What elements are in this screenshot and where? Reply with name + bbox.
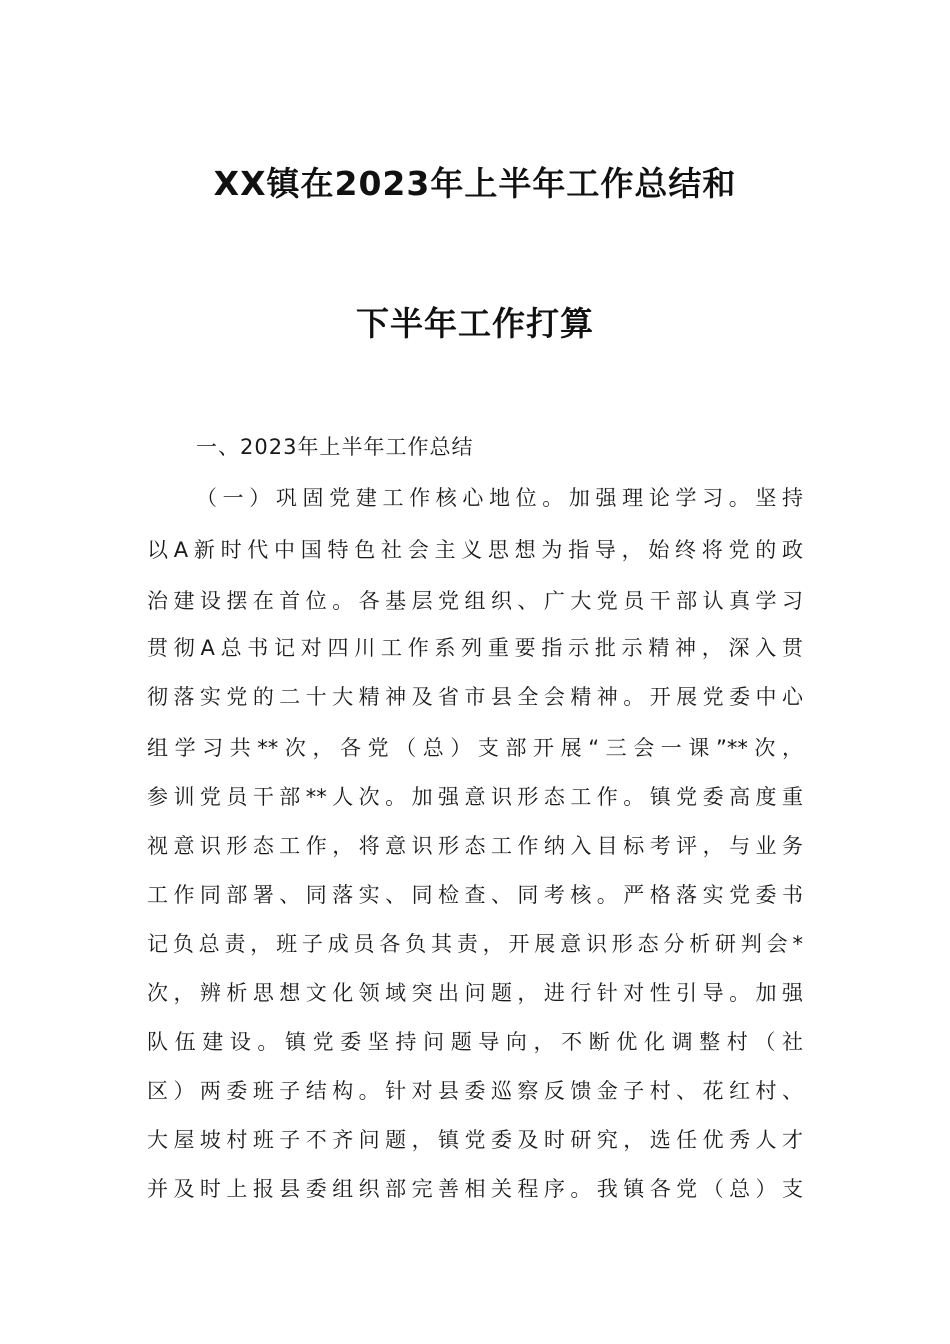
paragraph-line: 参训党员干部**人次。加强意识形态工作。镇党委高度重 — [147, 785, 803, 809]
paragraph-line: 并及时上报县委组织部完善相关程序。我镇各党（总）支 — [147, 1177, 803, 1201]
paragraph-line: 区）两委班子结构。针对县委巡察反馈金子村、花红村、 — [147, 1079, 803, 1103]
paragraph-line: 大屋坡村班子不齐问题，镇党委及时研究，选任优秀人才 — [147, 1128, 803, 1152]
paragraph-line: 组学习共**次，各党（总）支部开展“三会一课”**次， — [147, 736, 803, 760]
document-title-line-1: XX镇在2023年上半年工作总结和 — [213, 164, 737, 203]
section-heading: 一、2023年上半年工作总结 — [196, 435, 474, 459]
paragraph-line: 治建设摆在首位。各基层党组织、广大党员干部认真学习 — [147, 589, 803, 613]
paragraph-line: 彻落实党的二十大精神及省市县全会精神。开展党委中心 — [147, 685, 803, 709]
paragraph-line: 工作同部署、同落实、同检查、同考核。严格落实党委书 — [147, 883, 803, 907]
paragraph-line: 记负总责，班子成员各负其责，开展意识形态分析研判会* — [147, 932, 803, 956]
paragraph-line: 队伍建设。镇党委坚持问题导向，不断优化调整村（社 — [147, 1030, 803, 1054]
paragraph-line: 贯彻A总书记对四川工作系列重要指示批示精神，深入贯 — [147, 636, 803, 660]
paragraph-line: （一）巩固党建工作核心地位。加强理论学习。坚持 — [196, 486, 803, 510]
paragraph-line: 视意识形态工作，将意识形态工作纳入目标考评，与业务 — [147, 834, 803, 858]
paragraph-line: 次，辨析思想文化领域突出问题，进行针对性引导。加强 — [147, 981, 803, 1005]
paragraph-line: 以A新时代中国特色社会主义思想为指导，始终将党的政 — [147, 538, 803, 562]
document-title-line-2: 下半年工作打算 — [356, 304, 594, 343]
